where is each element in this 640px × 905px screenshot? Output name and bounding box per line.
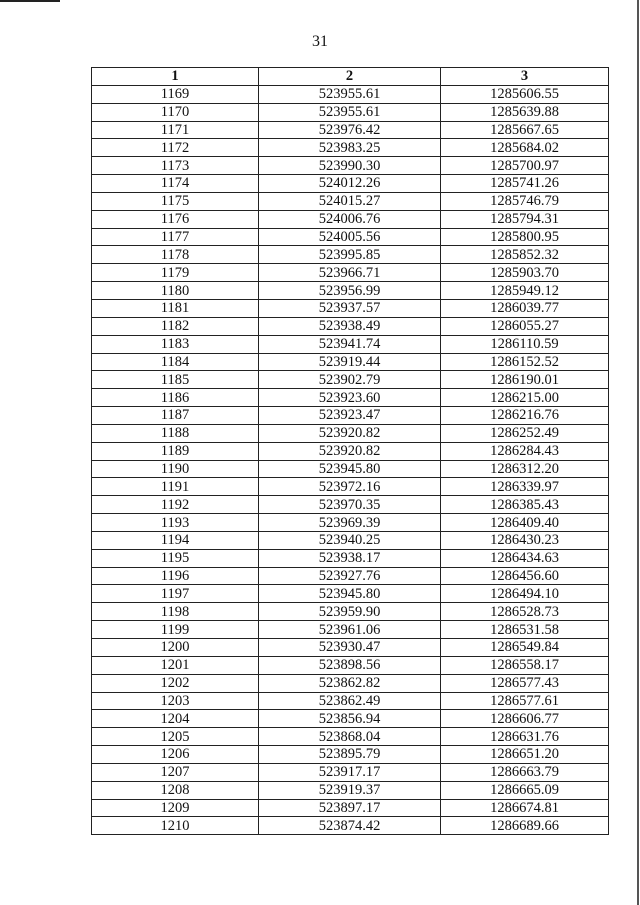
table-header: [92, 68, 609, 86]
table-row: [92, 567, 609, 585]
table-row: [92, 674, 609, 692]
cell-point-number: 1190: [92, 460, 259, 478]
header-row: [92, 68, 609, 86]
table-row: [92, 531, 609, 549]
table-row: [92, 460, 609, 478]
cell-y-coordinate: 1285852.32: [441, 246, 609, 264]
cell-y-coordinate: 1286651.20: [441, 746, 609, 764]
cell-y-coordinate: 1286284.43: [441, 442, 609, 460]
cell-y-coordinate: 1286549.84: [441, 639, 609, 657]
cell-x-coordinate: 523945.80: [259, 585, 441, 603]
cell-y-coordinate: 1286385.43: [441, 496, 609, 514]
table-row: [92, 228, 609, 246]
table-row: [92, 192, 609, 210]
cell-y-coordinate: 1285684.02: [441, 139, 609, 157]
table-row: [92, 496, 609, 514]
cell-y-coordinate: 1286577.61: [441, 692, 609, 710]
cell-y-coordinate: 1285667.65: [441, 121, 609, 139]
cell-x-coordinate: 523919.44: [259, 353, 441, 371]
cell-y-coordinate: 1286531.58: [441, 621, 609, 639]
cell-x-coordinate: 523862.49: [259, 692, 441, 710]
cell-point-number: 1205: [92, 728, 259, 746]
cell-y-coordinate: 1286430.23: [441, 531, 609, 549]
cell-point-number: 1178: [92, 246, 259, 264]
cell-point-number: 1171: [92, 121, 259, 139]
cell-y-coordinate: 1285794.31: [441, 210, 609, 228]
cell-x-coordinate: 523955.61: [259, 85, 441, 103]
cell-point-number: 1200: [92, 639, 259, 657]
table-row: [92, 335, 609, 353]
cell-x-coordinate: 524005.56: [259, 228, 441, 246]
cell-point-number: 1179: [92, 264, 259, 282]
cell-x-coordinate: 523868.04: [259, 728, 441, 746]
cell-y-coordinate: 1286577.43: [441, 674, 609, 692]
cell-y-coordinate: 1286434.63: [441, 549, 609, 567]
cell-y-coordinate: 1285949.12: [441, 282, 609, 300]
cell-x-coordinate: 524006.76: [259, 210, 441, 228]
cell-x-coordinate: 523937.57: [259, 299, 441, 317]
cell-point-number: 1172: [92, 139, 259, 157]
cell-point-number: 1183: [92, 335, 259, 353]
cell-point-number: 1194: [92, 531, 259, 549]
table-row: [92, 103, 609, 121]
cell-point-number: 1186: [92, 389, 259, 407]
cell-point-number: 1177: [92, 228, 259, 246]
table-row: [92, 817, 609, 835]
table-row: [92, 478, 609, 496]
cell-x-coordinate: 523938.17: [259, 549, 441, 567]
cell-y-coordinate: 1286190.01: [441, 371, 609, 389]
cell-x-coordinate: 523941.74: [259, 335, 441, 353]
cell-x-coordinate: 523927.76: [259, 567, 441, 585]
cell-x-coordinate: 523956.99: [259, 282, 441, 300]
cell-x-coordinate: 523970.35: [259, 496, 441, 514]
table-row: [92, 371, 609, 389]
cell-point-number: 1196: [92, 567, 259, 585]
cell-x-coordinate: 523898.56: [259, 656, 441, 674]
table-row: [92, 246, 609, 264]
cell-y-coordinate: 1286252.49: [441, 424, 609, 442]
cell-point-number: 1193: [92, 514, 259, 532]
cell-x-coordinate: 523945.80: [259, 460, 441, 478]
cell-point-number: 1197: [92, 585, 259, 603]
cell-y-coordinate: 1286216.76: [441, 407, 609, 425]
table-row: [92, 692, 609, 710]
cell-point-number: 1195: [92, 549, 259, 567]
cell-y-coordinate: 1285800.95: [441, 228, 609, 246]
scan-edge-line: [637, 0, 639, 905]
table-row: [92, 85, 609, 103]
table-row: [92, 514, 609, 532]
cell-point-number: 1176: [92, 210, 259, 228]
cell-y-coordinate: 1286110.59: [441, 335, 609, 353]
cell-y-coordinate: 1286312.20: [441, 460, 609, 478]
cell-y-coordinate: 1286665.09: [441, 781, 609, 799]
cell-point-number: 1180: [92, 282, 259, 300]
table-row: [92, 353, 609, 371]
table-row: [92, 264, 609, 282]
table-row: [92, 121, 609, 139]
table-row: [92, 603, 609, 621]
table-row: [92, 139, 609, 157]
cell-x-coordinate: 523920.82: [259, 442, 441, 460]
table-row: [92, 781, 609, 799]
cell-point-number: 1187: [92, 407, 259, 425]
cell-x-coordinate: 523938.49: [259, 317, 441, 335]
table-row: [92, 763, 609, 781]
cell-y-coordinate: 1285606.55: [441, 85, 609, 103]
cell-x-coordinate: 523920.82: [259, 424, 441, 442]
page-number: 31: [312, 33, 328, 50]
cell-y-coordinate: 1285746.79: [441, 192, 609, 210]
cell-x-coordinate: 523959.90: [259, 603, 441, 621]
cell-y-coordinate: 1285700.97: [441, 157, 609, 175]
table-row: [92, 656, 609, 674]
table-row: [92, 407, 609, 425]
table-row: [92, 621, 609, 639]
cell-y-coordinate: 1286663.79: [441, 763, 609, 781]
table-row: [92, 549, 609, 567]
table-row: [92, 317, 609, 335]
cell-x-coordinate: 523983.25: [259, 139, 441, 157]
cell-x-coordinate: 523940.25: [259, 531, 441, 549]
cell-point-number: 1201: [92, 656, 259, 674]
cell-x-coordinate: 523990.30: [259, 157, 441, 175]
cell-x-coordinate: 523919.37: [259, 781, 441, 799]
cell-y-coordinate: 1286409.40: [441, 514, 609, 532]
cell-point-number: 1206: [92, 746, 259, 764]
header-cell-x: 2: [259, 68, 441, 86]
cell-x-coordinate: 523917.17: [259, 763, 441, 781]
cell-point-number: 1210: [92, 817, 259, 835]
cell-point-number: 1203: [92, 692, 259, 710]
cell-point-number: 1191: [92, 478, 259, 496]
cell-x-coordinate: 523976.42: [259, 121, 441, 139]
coordinates-table: [91, 67, 609, 835]
table-row: [92, 728, 609, 746]
header-cell-point-number: 1: [92, 68, 259, 86]
scan-edge-mark: [0, 0, 60, 2]
cell-y-coordinate: 1286689.66: [441, 817, 609, 835]
cell-point-number: 1209: [92, 799, 259, 817]
cell-x-coordinate: 523902.79: [259, 371, 441, 389]
cell-y-coordinate: 1285903.70: [441, 264, 609, 282]
cell-x-coordinate: 523923.47: [259, 407, 441, 425]
table-row: [92, 710, 609, 728]
cell-x-coordinate: 523897.17: [259, 799, 441, 817]
header-cell-y: 3: [441, 68, 609, 86]
cell-y-coordinate: 1286631.76: [441, 728, 609, 746]
cell-point-number: 1208: [92, 781, 259, 799]
cell-x-coordinate: 523969.39: [259, 514, 441, 532]
cell-point-number: 1175: [92, 192, 259, 210]
cell-y-coordinate: 1285741.26: [441, 175, 609, 193]
cell-x-coordinate: 523961.06: [259, 621, 441, 639]
cell-point-number: 1169: [92, 85, 259, 103]
cell-point-number: 1184: [92, 353, 259, 371]
cell-x-coordinate: 523856.94: [259, 710, 441, 728]
table-row: [92, 746, 609, 764]
cell-x-coordinate: 523972.16: [259, 478, 441, 496]
table-row: [92, 210, 609, 228]
cell-x-coordinate: 523995.85: [259, 246, 441, 264]
table-row: [92, 585, 609, 603]
cell-y-coordinate: 1286606.77: [441, 710, 609, 728]
cell-point-number: 1199: [92, 621, 259, 639]
cell-point-number: 1192: [92, 496, 259, 514]
cell-point-number: 1189: [92, 442, 259, 460]
cell-y-coordinate: 1286494.10: [441, 585, 609, 603]
cell-y-coordinate: 1286039.77: [441, 299, 609, 317]
cell-x-coordinate: 523895.79: [259, 746, 441, 764]
cell-point-number: 1170: [92, 103, 259, 121]
cell-point-number: 1173: [92, 157, 259, 175]
cell-point-number: 1202: [92, 674, 259, 692]
cell-x-coordinate: 523862.82: [259, 674, 441, 692]
cell-point-number: 1188: [92, 424, 259, 442]
table-row: [92, 442, 609, 460]
table-row: [92, 639, 609, 657]
table-row: [92, 424, 609, 442]
cell-x-coordinate: 523930.47: [259, 639, 441, 657]
cell-x-coordinate: 524015.27: [259, 192, 441, 210]
cell-y-coordinate: 1285639.88: [441, 103, 609, 121]
cell-point-number: 1198: [92, 603, 259, 621]
cell-point-number: 1174: [92, 175, 259, 193]
cell-x-coordinate: 523955.61: [259, 103, 441, 121]
cell-y-coordinate: 1286152.52: [441, 353, 609, 371]
cell-point-number: 1207: [92, 763, 259, 781]
cell-y-coordinate: 1286558.17: [441, 656, 609, 674]
table-row: [92, 282, 609, 300]
cell-y-coordinate: 1286339.97: [441, 478, 609, 496]
cell-x-coordinate: 523874.42: [259, 817, 441, 835]
cell-point-number: 1182: [92, 317, 259, 335]
cell-y-coordinate: 1286674.81: [441, 799, 609, 817]
cell-y-coordinate: 1286456.60: [441, 567, 609, 585]
table-row: [92, 299, 609, 317]
cell-y-coordinate: 1286215.00: [441, 389, 609, 407]
table-body: [92, 85, 609, 834]
cell-x-coordinate: 524012.26: [259, 175, 441, 193]
cell-y-coordinate: 1286055.27: [441, 317, 609, 335]
table-row: [92, 799, 609, 817]
cell-x-coordinate: 523966.71: [259, 264, 441, 282]
cell-x-coordinate: 523923.60: [259, 389, 441, 407]
cell-y-coordinate: 1286528.73: [441, 603, 609, 621]
table-row: [92, 157, 609, 175]
table-row: [92, 389, 609, 407]
cell-point-number: 1185: [92, 371, 259, 389]
cell-point-number: 1204: [92, 710, 259, 728]
table-row: [92, 175, 609, 193]
cell-point-number: 1181: [92, 299, 259, 317]
